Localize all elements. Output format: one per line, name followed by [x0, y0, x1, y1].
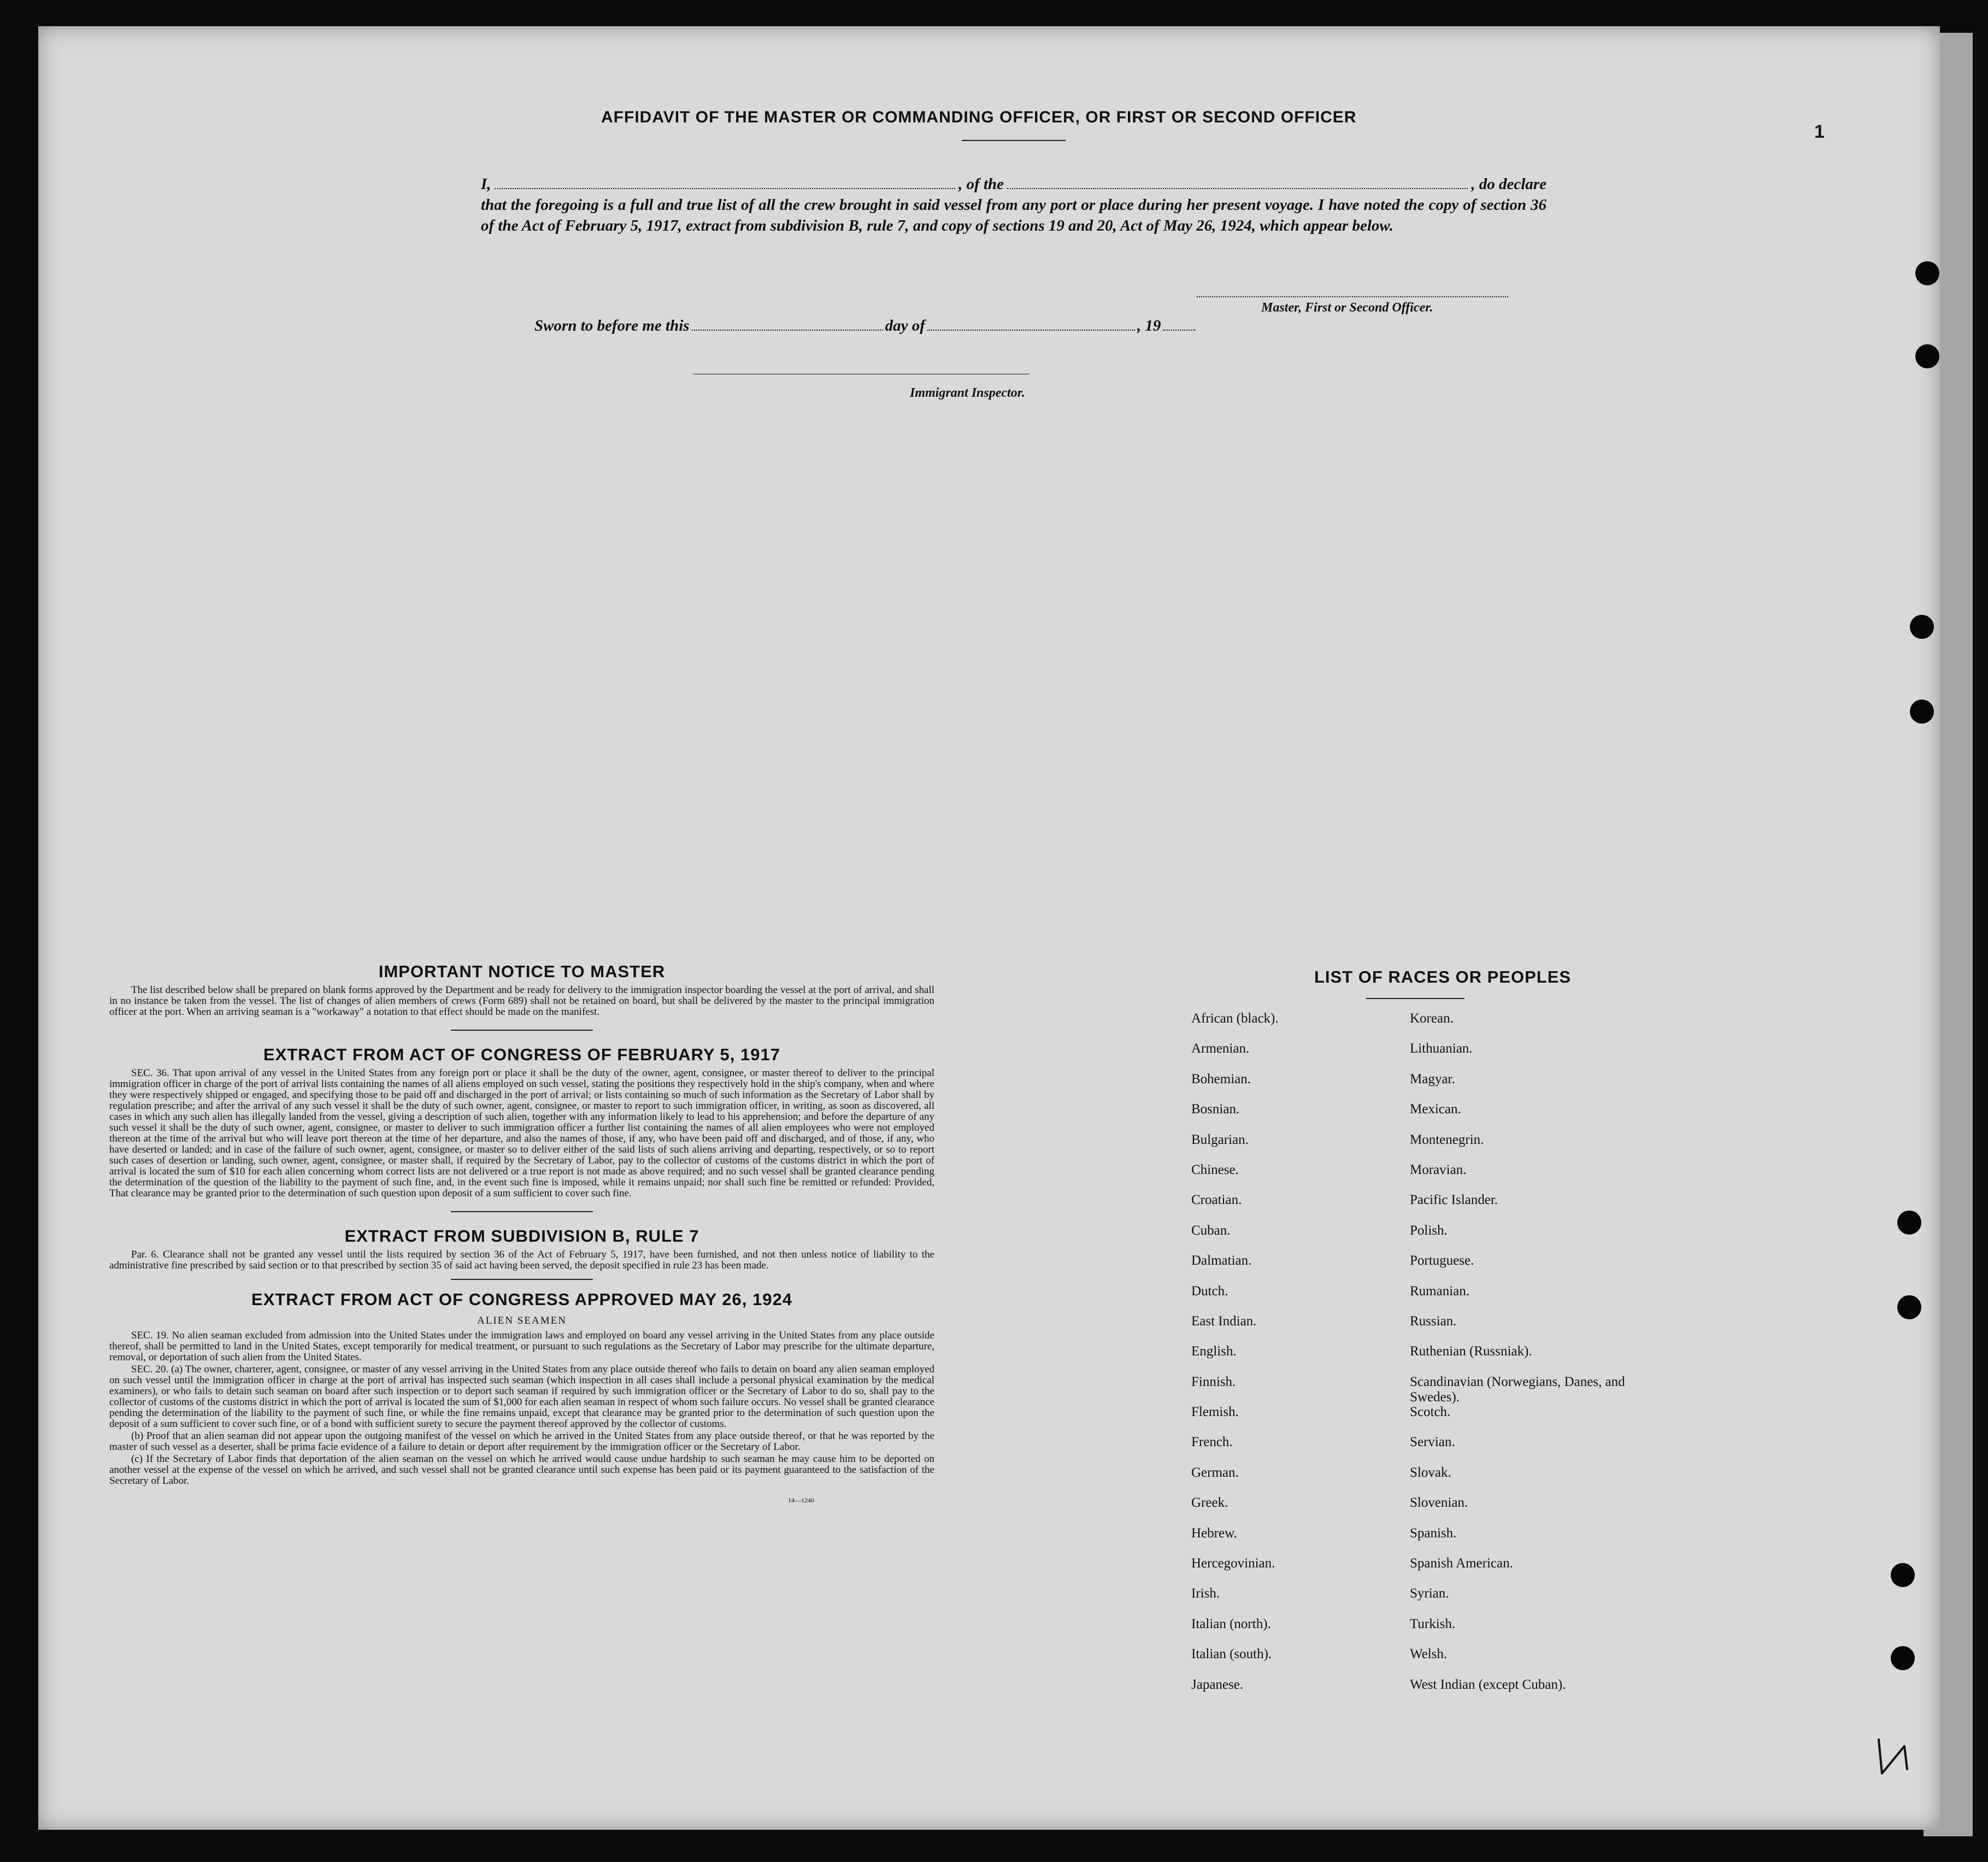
sworn-date-blank[interactable] — [692, 330, 883, 331]
notice-title: IMPORTANT NOTICE TO MASTER — [378, 962, 666, 981]
sworn-year-blank[interactable] — [1163, 330, 1196, 331]
race-item: Russian. — [1410, 1313, 1457, 1329]
page-number: 1 — [1814, 121, 1825, 142]
race-item: Lithuanian. — [1410, 1041, 1473, 1056]
form-number: 14—1240 — [788, 1496, 814, 1504]
extract-1924-sec19: SEC. 19. No alien seaman excluded from admission into the United States under the immigration laws and employed on board any vessel arriving in the United States from any place outside thereof, shall be permitted to land in the United States, except temporarily for medical treatment, or pursuant to such regulations as the Secretary of Labor may prescribe for the ultimate departure, removal, or deportation of such alien from the United States. — [109, 1330, 934, 1363]
race-item: Dutch. — [1191, 1283, 1228, 1299]
race-item: Croatian. — [1191, 1193, 1242, 1208]
race-item: French. — [1191, 1435, 1233, 1450]
name-blank[interactable] — [495, 188, 955, 189]
race-item: West Indian (except Cuban). — [1410, 1677, 1566, 1692]
extract-1924-title: EXTRACT FROM ACT OF CONGRESS APPROVED MAY 26, 1924 — [251, 1290, 792, 1309]
affidavit-line-start: I, — [481, 175, 491, 193]
race-item: Welsh. — [1410, 1647, 1448, 1662]
race-item: Scandinavian (Norwegians, Danes, and Swedes). — [1410, 1374, 1625, 1405]
race-item: English. — [1191, 1344, 1237, 1359]
race-item: Hercegovinian. — [1191, 1556, 1275, 1571]
race-item: Mexican. — [1410, 1102, 1461, 1117]
race-item: Pacific Islander. — [1410, 1193, 1498, 1208]
race-item: Bosnian. — [1191, 1102, 1240, 1117]
extract-1924-sec20c: (c) If the Secretary of Labor finds that deportation of the alien seaman on the vessel on which he arrived would cause undue hardship to such seaman he may cause him to be deported on another vessel at the expense of the vessel on which he arrived, and such vessel shall not be granted clearance until such expense has been paid or its payment guaranteed to the satisfaction of the Secretary of Labor. — [109, 1453, 934, 1487]
affidavit-declaration-line — [481, 174, 1546, 195]
sworn-year-label: , 19 — [1137, 317, 1161, 334]
race-item: Italian (south). — [1191, 1647, 1272, 1662]
race-item: Portuguese. — [1410, 1253, 1474, 1268]
extract-1917-text: SEC. 36. That upon arrival of any vessel in the United States from any foreign port or place it shall be the duty of the owner, agent, consignee, or master thereof to deliver to the principal immigration officer in charge of the port of arrival lists containing the names of all aliens employed on such vessel, stating the positions they respectively hold in the ship's company, when and where they were respectively shipped or engaged, and specifying those to be paid off and discharged in the port of arrival; or lists containing so much of such information as the Secretary of Labor shall by regulation prescribe; and after the arrival of any such vessel it shall be the duty of such owner, agent, consignee, or master to report to such immigration officer, in writing, as soon as discovered, all cases in which any such alien has illegally landed from the vessel, giving a description of such alien, together with any information likely to lead to his apprehension; and before the departure of any such vessel it shall be the duty of such owner, agent, consignee, or master to deliver to such immigration officer a further list containing the names of all alien employees who were not employed thereon at the time of the arrival but who will leave port thereon at the time of her departure, and also the names of those, if any, who have been paid off and discharged, and of those, if any, who have deserted or landed; and in case of the failure of such owner, agent, consignee, or master so to deliver either of the said lists of such aliens arriving and departing, respectively, or so to report such cases of desertion or landing, such owner, agent, consignee, or master shall, if required by the Secretary of Labor, pay to the collector of customs of the customs district in which the port of arrival is located the sum of $10 for each alien concerning whom correct lists are not delivered or a true report is not made as above required; and no such vessel shall be granted clearance pending the determination of the question of the liability to the payment of such fine, and, in the event such fine is imposed, while it remains unpaid; nor shall such fine be remitted or refunded: Provided, That clearance may be granted prior to the determination of such question upon deposit of a sum sufficient to cover such fine. — [109, 1067, 934, 1199]
race-item: Cuban. — [1191, 1223, 1231, 1238]
race-item: Montenegrin. — [1410, 1132, 1484, 1147]
extract-1924-sec20a: SEC. 20. (a) The owner, charterer, agent, consignee, or master of any vessel arriving in the United States from any place outside thereof who fails to detain on board any alien seaman employed on such vessel until the immigration officer in charge at the port of arrival has inspected such seaman (which inspection in all cases shall include a personal physical examination by the medical examiners), or who fails to detain such seaman on board after such inspection or to deport such seaman if required by such immigration officer or the Secretary of Labor to do so, shall pay to the collector of customs of the customs district in which the port of arrival is located the sum of $1,000 for each alien seaman in respect of whom such failure occurs. No vessel shall be granted clearance pending the determination of the liability to the payment of such fine, or while the fine remains unpaid, except that clearance may be granted prior to the determination of such question upon the deposit of a sum sufficient to cover such fine, or of a bond with sufficient surety to secure the payment thereof approved by the collector of customs. — [109, 1364, 934, 1430]
races-section — [1191, 967, 1683, 1703]
race-item: Scotch. — [1410, 1405, 1451, 1420]
race-item: Rumanian. — [1410, 1283, 1470, 1299]
race-item: African (black). — [1191, 1011, 1279, 1026]
punch-hole — [1897, 1295, 1921, 1319]
punch-hole — [1910, 615, 1934, 639]
punch-hole — [1891, 1646, 1915, 1670]
punch-hole — [1915, 344, 1939, 368]
important-notice-section — [109, 962, 934, 1505]
sworn-line — [534, 317, 1198, 335]
races-title: LIST OF RACES OR PEOPLES — [1314, 967, 1572, 986]
sworn-start: Sworn to before me this — [534, 317, 690, 334]
officer-signature-line[interactable] — [1197, 296, 1508, 297]
race-item: Slovenian. — [1410, 1495, 1468, 1511]
race-item: Greek. — [1191, 1495, 1228, 1511]
bleed-through-text — [667, 131, 672, 152]
extract-subdivision-title: EXTRACT FROM SUBDIVISION B, RULE 7 — [344, 1226, 699, 1246]
affidavit-title: AFFIDAVIT OF THE MASTER OR COMMANDING OFFICER, OR FIRST OR SECOND OFFICER — [601, 108, 1357, 126]
punch-hole — [1891, 1563, 1915, 1587]
affidavit-body: that the foregoing is a full and true list of all the crew brought in said vessel from any port or place during her present voyage. I have noted the copy of section 36 of the Act of February 5, 1917, extract from subdivision B, rule 7, and copy of sections 19 and 20, Act of May 26, 1924, which appear below. — [481, 196, 1546, 234]
section-divider — [451, 1279, 593, 1280]
race-item: East Indian. — [1191, 1313, 1257, 1329]
race-item: Moravian. — [1410, 1162, 1467, 1177]
affidavit-line-mid: , of the — [958, 175, 1004, 193]
race-item: Dalmatian. — [1191, 1253, 1252, 1268]
punch-hole — [1915, 261, 1939, 285]
races-grid — [1191, 1007, 1683, 1703]
inspector-caption: Immigrant Inspector. — [910, 386, 1025, 400]
sworn-day-label: day of — [885, 317, 925, 334]
sworn-month-blank[interactable] — [927, 330, 1135, 331]
punch-hole — [1897, 1211, 1921, 1235]
race-item: Servian. — [1410, 1435, 1455, 1450]
race-item: Armenian. — [1191, 1041, 1250, 1056]
race-item: Bohemian. — [1191, 1071, 1251, 1086]
race-item: Syrian. — [1410, 1586, 1449, 1601]
race-item: Polish. — [1410, 1223, 1448, 1238]
race-item: Spanish American. — [1410, 1556, 1513, 1571]
race-item: Irish. — [1191, 1586, 1220, 1601]
affidavit-text — [481, 174, 1546, 236]
race-item: Japanese. — [1191, 1677, 1244, 1692]
race-item: Chinese. — [1191, 1162, 1239, 1177]
extract-1917-title: EXTRACT FROM ACT OF CONGRESS OF FEBRUARY 5, 1917 — [263, 1045, 780, 1064]
section-divider — [451, 1030, 593, 1031]
pencil-mark — [1874, 1735, 1913, 1779]
section-divider — [451, 1211, 593, 1212]
race-item: Ruthenian (Russniak). — [1410, 1344, 1532, 1359]
race-item: Slovak. — [1410, 1465, 1451, 1480]
extract-1924-sec20b: (b) Proof that an alien seaman did not appear upon the outgoing manifest of the vessel on which he arrived in the United States from any place outside thereof, or that he was reported by the master of such vessel as a deserter, shall be prima facie evidence of a failure to detain or deport after requirement by the immigration officer or the Secretary of Labor. — [109, 1430, 934, 1453]
affidavit-line-end: , do declare — [1471, 175, 1547, 193]
race-item: Bulgarian. — [1191, 1132, 1249, 1147]
race-item: Italian (north). — [1191, 1616, 1271, 1631]
punch-hole — [1910, 700, 1934, 724]
extract-1924-subtitle: ALIEN SEAMEN — [477, 1315, 567, 1326]
race-item: Korean. — [1410, 1011, 1454, 1026]
races-divider — [1366, 998, 1464, 999]
title-divider — [962, 140, 1066, 141]
race-item: Flemish. — [1191, 1405, 1239, 1420]
race-item: Magyar. — [1410, 1071, 1455, 1086]
extract-subdivision-text: Par. 6. Clearance shall not be granted any vessel until the lists required by section 36 of the Act of February 5, 1917, have been furnished, and not then unless notice of liability to the administrative fine prescribed by said section or to that prescribed by section 35 of said act having been served, the deposit specified in rule 23 has been made. — [109, 1249, 934, 1271]
race-item: Finnish. — [1191, 1374, 1236, 1389]
race-item: Hebrew. — [1191, 1525, 1237, 1541]
officer-caption: Master, First or Second Officer. — [1261, 301, 1433, 315]
race-item: Spanish. — [1410, 1525, 1457, 1541]
race-item: Turkish. — [1410, 1616, 1456, 1631]
vessel-blank[interactable] — [1007, 188, 1468, 189]
race-item: German. — [1191, 1465, 1239, 1480]
notice-text: The list described below shall be prepared on blank forms approved by the Department and be ready for delivery to the immigration inspector boarding the vessel at the port of arrival, and shall in no instance be taken from the vessel. The list of changes of alien members of crews (Form 689) shall not be retained on board, but shall be delivered by the master to the principal immigration officer at the port. When an arriving seaman is a "workaway" a notation to that effect should be made on the manifest. — [109, 984, 934, 1018]
